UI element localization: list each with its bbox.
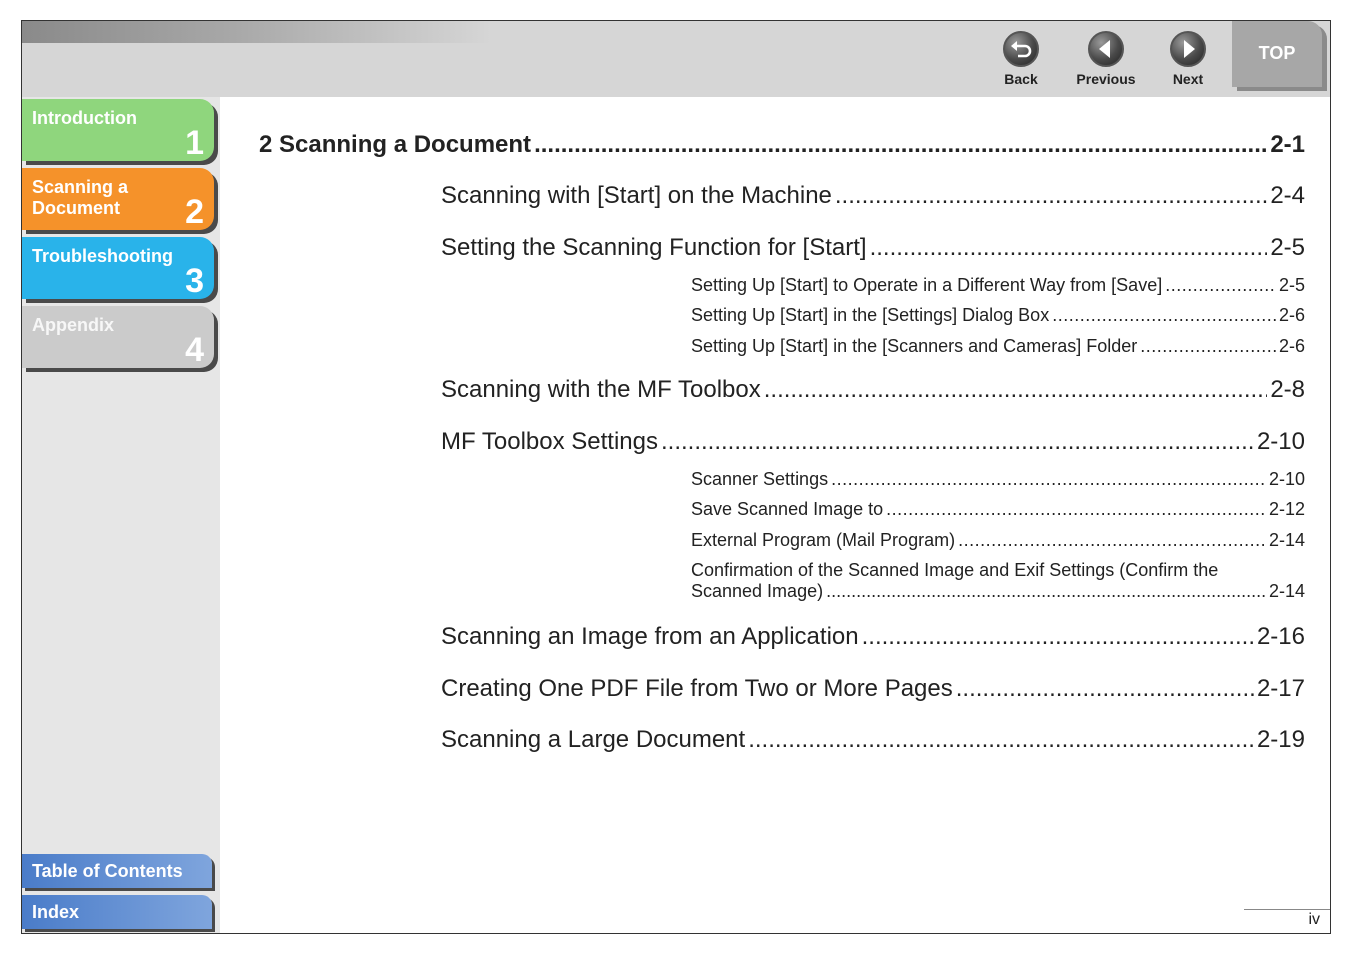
tab-label: Troubleshooting [32,246,173,266]
toc-page: 2-6 [1278,336,1305,356]
tab-number: 3 [185,262,204,300]
toc-title: External Program (Mail Program) [691,530,956,550]
tab-number: 1 [185,124,204,162]
toc-subsection-entry[interactable] [691,530,1305,551]
previous-icon [1088,31,1124,67]
toc-page: 2-10 [1256,428,1305,455]
sidebar-tab-troubleshooting[interactable] [22,237,214,299]
toc-section-entry[interactable] [441,623,1305,651]
top-button[interactable] [1232,21,1330,97]
toc-page: 2-5 [1270,234,1305,261]
toc-title: MF Toolbox Settings [441,428,658,455]
toc-title-line2-row [691,581,1305,602]
toc-page: 2-19 [1256,726,1305,753]
previous-button[interactable] [1071,31,1141,87]
toc-leader [831,469,1266,490]
toc-page: 2-10 [1268,469,1305,489]
toc-leader [1165,275,1276,296]
toc-title: Scanning a Large Document [441,726,746,753]
toc-page: 2-14 [1268,581,1305,601]
tab-number: 2 [185,193,204,231]
toc-chapter-entry[interactable] [259,131,1305,159]
toc-title: Setting Up [Start] in the [Scanners and Cameras] Folder [691,336,1138,356]
toc-page: 2-1 [1270,131,1305,158]
toc-title: 2 Scanning a Document [259,131,532,158]
toc-subsection-entry[interactable] [691,336,1305,357]
sidebar-tab-scanning-a-document[interactable] [22,168,214,230]
sidebar [22,97,220,933]
toc-subsection-entry[interactable] [691,560,1305,602]
toc-leader [835,182,1267,210]
toc-title: Scanning with [Start] on the Machine [441,182,832,209]
toc-page: 2-14 [1268,530,1305,550]
index-button[interactable] [22,895,212,929]
toc-leader [870,234,1268,262]
toc-page: 2-8 [1270,376,1305,403]
toc-page: 2-12 [1268,499,1305,519]
previous-label: Previous [1076,71,1136,87]
next-icon [1170,31,1206,67]
table-of-contents-label: Table of Contents [32,861,183,881]
sidebar-tab-appendix[interactable] [22,306,214,368]
toc-leader [958,530,1266,551]
page-frame [21,20,1331,934]
toc-title-line1: Confirmation of the Scanned Image and Exif Settings (Confirm the [691,560,1219,580]
toc-title: Setting the Scanning Function for [Start] [441,234,867,261]
toc-section-entry[interactable] [441,376,1305,404]
toc-leader [534,131,1267,159]
toc-title: Creating One PDF File from Two or More Pages [441,675,953,702]
toc-section-entry[interactable] [441,726,1305,754]
index-label: Index [32,902,80,922]
table-of-contents-button[interactable] [22,854,212,888]
tab-number: 4 [185,331,204,369]
toc-leader [661,428,1254,456]
top-header [22,21,1330,97]
toc-page: 2-5 [1278,275,1305,295]
toc-leader [748,726,1254,754]
toc-leader [826,581,1266,602]
toc-title-line2: Scanned Image) [691,581,824,601]
toc-page: 2-4 [1270,182,1305,209]
tab-label: Introduction [32,108,137,128]
toc-page: 2-17 [1256,675,1305,702]
tab-label: Appendix [32,315,115,335]
toc-leader [886,499,1266,520]
back-label: Back [1004,71,1038,87]
toc-leader [1052,305,1276,326]
toc-section-entry[interactable] [441,428,1305,456]
toc-section-entry[interactable] [441,675,1305,703]
top-tab-face [1232,21,1322,87]
sidebar-tab-introduction[interactable] [22,99,214,161]
toc-leader [862,623,1254,651]
toc-section-entry[interactable] [441,182,1305,210]
toc-subsection-entry[interactable] [691,469,1305,490]
toc-subsection-entry[interactable] [691,305,1305,326]
toc-title: Scanning an Image from an Application [441,623,859,650]
toc-title: Save Scanned Image to [691,499,884,519]
back-icon [1003,31,1039,67]
toc-title: Setting Up [Start] to Operate in a Different Way from [Save] [691,275,1163,295]
next-button[interactable] [1153,31,1223,87]
back-button[interactable] [986,31,1056,87]
toc-leader [956,675,1254,703]
toc-title: Scanning with the MF Toolbox [441,376,761,403]
page-number: iv [1308,911,1320,928]
toc-subsection-entry[interactable] [691,275,1305,296]
toc-page: 2-16 [1256,623,1305,650]
top-label: TOP [1258,43,1296,63]
tab-label: Scanning a Document [32,177,129,218]
toc-subsection-entry[interactable] [691,499,1305,520]
toc-title: Scanner Settings [691,469,829,489]
toc-page: 2-6 [1278,305,1305,325]
page-number-rule [1244,909,1330,910]
toc-leader [764,376,1268,404]
toc-title: Setting Up [Start] in the [Settings] Dialog Box [691,305,1050,325]
header-stripe [22,21,492,43]
toc-section-entry[interactable] [441,234,1305,262]
toc-leader [1140,336,1276,357]
next-label: Next [1172,71,1204,87]
